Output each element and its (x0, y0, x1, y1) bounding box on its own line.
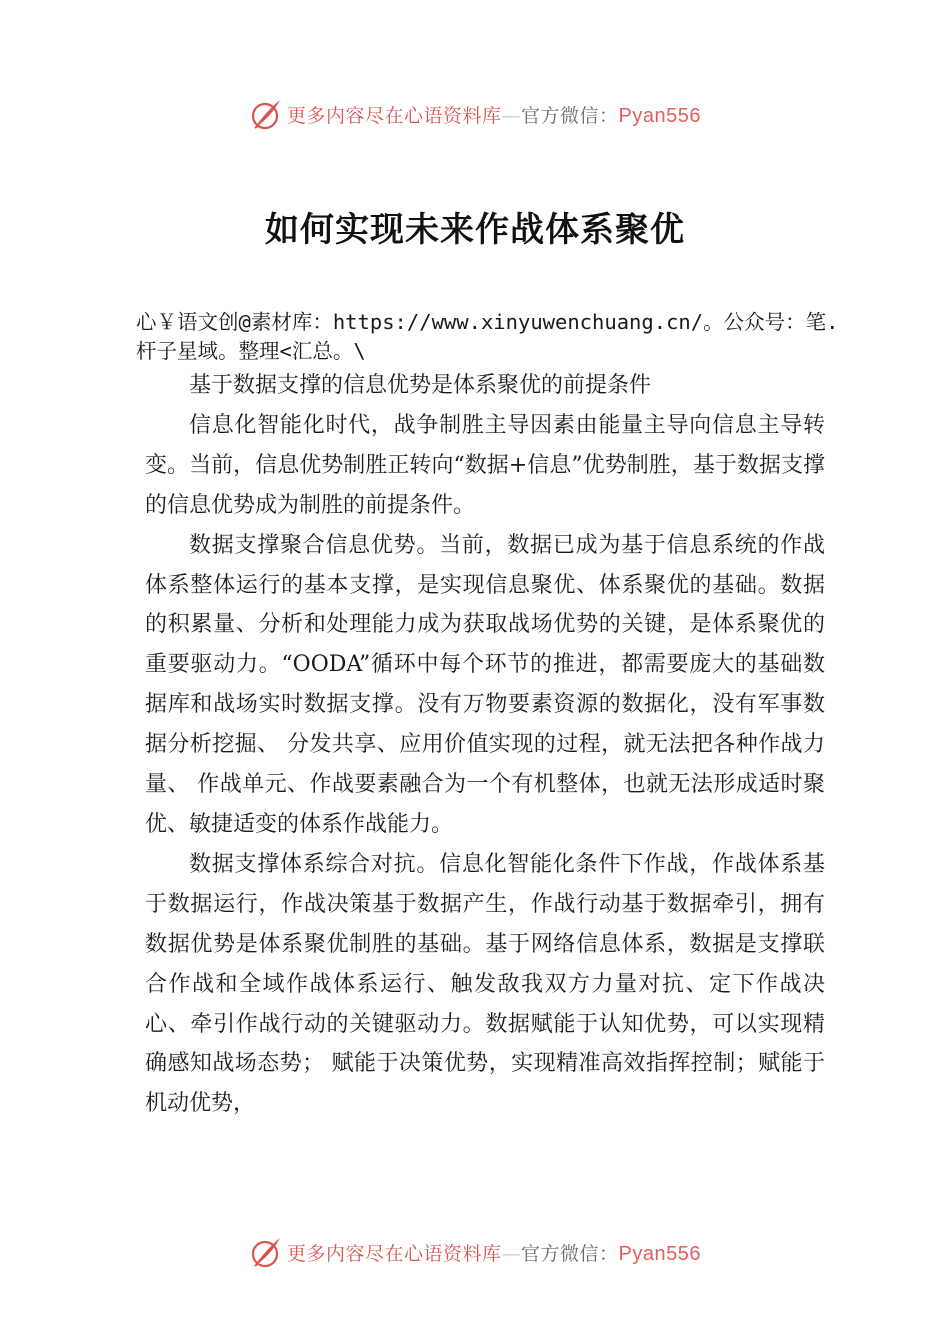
header-banner (0, 94, 950, 134)
paragraph: 信息化智能化时代，战争制胜主导因素由能量主导向信息主导转变。当前，信息优势制胜正转向“数据+信息”优势制胜，基于数据支撑的信息优势成为制胜的前提条件。 (145, 412, 825, 518)
section-heading: 基于数据支撑的信息优势是体系聚优的前提条件 (189, 373, 652, 398)
banner-wechat-id: Pyan556 (618, 104, 701, 127)
banner-slogan: 更多内容尽在心语资料库 (287, 104, 502, 127)
footer-banner (0, 1232, 950, 1272)
banner-slogan: 更多内容尽在心语资料库 (287, 1242, 502, 1265)
banner-text (287, 1239, 701, 1266)
quill-logo-icon (249, 97, 283, 131)
document-body (145, 366, 825, 1124)
banner-wechat-label: 官方微信： (521, 104, 619, 127)
banner-wechat-label: 官方微信： (521, 1242, 619, 1265)
quill-logo-icon (249, 1235, 283, 1269)
banner-dash: — (501, 1242, 522, 1265)
document-title: 如何实现未来作战体系聚优 (265, 210, 685, 250)
paragraph: 数据支撑体系综合对抗。信息化智能化条件下作战，作战体系基于数据运行，作战决策基于数据产生，作战行动基于数据牵引，拥有数据优势是体系聚优制胜的基础。基于网络信息体系，数据是支撑联合作战和全域作战体系运行、触发敌我双方力量对抗、定下作战决心、牵引作战行动的关键驱动力。数据赋能于认知优势，可以实现精确感知战场态势； 赋能于决策优势，实现精准高效指挥控制；赋能于机动优势， (145, 851, 825, 1117)
banner-wechat-id: Pyan556 (618, 1242, 701, 1265)
banner-dash: — (501, 104, 522, 127)
source-line: 心￥语文创@素材库：https://www.xinyuwenchuang.cn/。公众号：笔.杆子星域。整理<汇总。\ (136, 310, 839, 363)
paragraph: 数据支撑聚合信息优势。当前，数据已成为基于信息系统的作战体系整体运行的基本支撑，是实现信息聚优、体系聚优的基础。数据的积累量、分析和处理能力成为获取战场优势的关键，是体系聚优的重要驱动力。“OODA”循环中每个环节的推进，都需要庞大的基础数据库和战场实时数据支撑。没有万物要素资源的数据化，没有军事数据分析挖掘、 分发共享、应用价值实现的过程，就无法把各种作战力量、 作战单元、作战要素融合为一个有机整体，也就无法形成适时聚优、敏捷适变的体系作战能力。 (145, 532, 825, 837)
banner-text (287, 101, 701, 128)
